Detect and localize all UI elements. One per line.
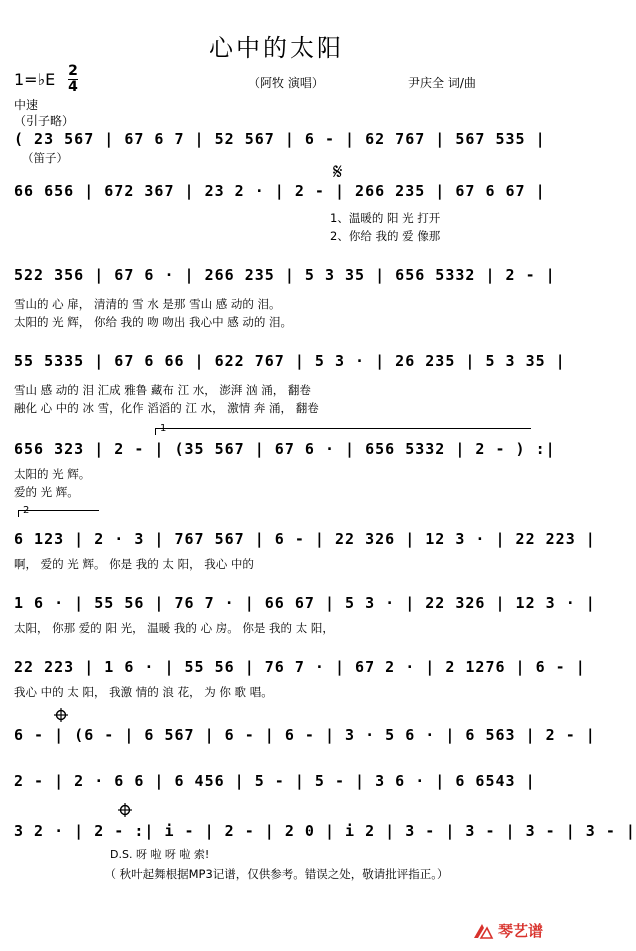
notation-row-7: 1 6 · | 55 56 | 76 7 · | 66 67 | 5 3 · | 22 326 | 12 3 · |	[14, 594, 596, 612]
coda-icon	[54, 708, 68, 722]
notation-row-9: 6 - | (6 - | 6 567 | 6 - | 6 - | 3 · 5 6 · | 6 563 | 2 - |	[14, 726, 596, 744]
key-signature: 1=♭E	[14, 70, 56, 89]
second-ending-bracket	[18, 505, 99, 517]
lyric-row-3-line-2: 太阳的 光 辉， 你给 我的 吻 吻出 我心中 感 动的 泪。	[14, 315, 293, 329]
logo-mark-icon	[472, 922, 494, 940]
notation-row-4: 55 5335 | 67 6 66 | 622 767 | 5 3 · | 26 235 | 5 3 35 |	[14, 352, 566, 370]
performer: （阿牧 演唱）	[248, 76, 324, 90]
lyric-row-3-line-1: 雪山的 心 扉， 清清的 雪 水 是那 雪山 感 动的 泪。	[14, 297, 281, 311]
footer-note: （ 秋叶起舞根据MP3记谱，仅供参考。错误之处，敬请批评指正。）	[104, 867, 449, 881]
lyric-row-11-line-1: D.S. 呀 啦 呀 啦 索!	[110, 848, 210, 861]
lyric-row-4-line-1: 雪山 感 动的 泪 汇成 雅鲁 藏布 江 水， 澎湃 汹 涌， 翻卷	[14, 383, 311, 397]
lyric-row-5-line-2: 爱的 光 辉。	[14, 485, 79, 499]
first-ending-number: 1	[160, 423, 167, 434]
lyric-row-1-line-1: （笛子）	[22, 151, 68, 165]
page-title: 心中的太阳	[209, 34, 344, 62]
notation-row-2: 66 656 | 672 367 | 23 2 · | 2 - | 266 235 | 67 6 67 |	[14, 182, 546, 200]
segno-icon: 𝄋	[333, 160, 343, 185]
first-ending-bracket	[155, 423, 531, 435]
lyric-row-5-line-1: 太阳的 光 辉。	[14, 467, 91, 481]
lyric-row-7-line-1: 太阳， 你那 爱的 阳 光， 温暖 我的 心 房。 你是 我的 太 阳，	[14, 621, 334, 635]
notation-row-8: 22 223 | 1 6 · | 55 56 | 76 7 · | 67 2 · | 2 1276 | 6 - |	[14, 658, 586, 676]
lyric-row-2-line-1: 1、温暖的 阳 光 打开	[330, 211, 441, 225]
time-bottom: 4	[68, 79, 78, 95]
time-signature	[68, 63, 78, 95]
lyric-row-2-line-2: 2、你给 我的 爱 像那	[330, 229, 441, 243]
time-top: 2	[68, 63, 78, 79]
logo-text: 琴艺谱	[497, 922, 543, 940]
notation-row-5: 656 323 | 2 - | (35 567 | 67 6 · | 656 5332 | 2 - ) :|	[14, 440, 556, 458]
notation-row-1: ( 23 567 | 67 6 7 | 52 567 | 6 - | 62 767 | 567 535 |	[14, 130, 546, 148]
notation-row-11: 3 2 · | 2 - :| i - | 2 - | 2 0 | i 2 | 3 - | 3 - | 3 - | 3 - |	[14, 822, 636, 840]
tempo-marking: 中速	[14, 98, 39, 112]
site-logo	[472, 920, 543, 941]
authors: 尹庆全 词/曲	[408, 76, 476, 90]
second-ending-number: 2	[23, 505, 30, 516]
lyric-row-8-line-1: 我心 中的 太 阳， 我激 情的 浪 花， 为 你 歌 唱。	[14, 685, 273, 699]
lyric-row-6-line-1: 啊， 爱的 光 辉。 你是 我的 太 阳， 我心 中的	[14, 557, 254, 571]
lyric-row-4-line-2: 融化 心 中的 冰 雪，化作 滔滔的 江 水， 激情 奔 涌， 翻卷	[14, 401, 319, 415]
intro-note: （引子略）	[14, 114, 75, 128]
notation-row-3: 522 356 | 67 6 · | 266 235 | 5 3 35 | 656 5332 | 2 - |	[14, 266, 556, 284]
coda-icon	[118, 803, 132, 817]
notation-row-10: 2 - | 2 · 6 6 | 6 456 | 5 - | 5 - | 3 6 · | 6 6543 |	[14, 772, 536, 790]
notation-row-6: 6 123 | 2 · 3 | 767 567 | 6 - | 22 326 | 12 3 · | 22 223 |	[14, 530, 596, 548]
